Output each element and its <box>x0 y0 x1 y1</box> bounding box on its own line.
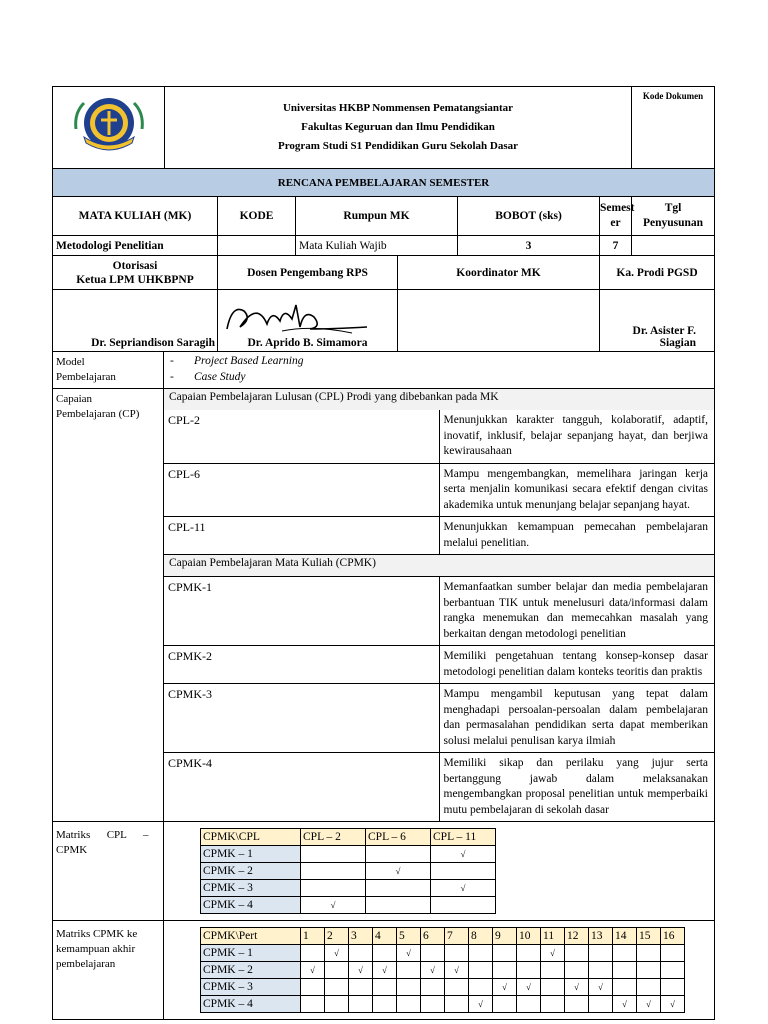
otorisasi-label: Otorisasi <box>112 259 158 272</box>
signature-dosen <box>222 299 372 339</box>
matrix-cell <box>301 945 325 962</box>
check-mark: √ <box>565 979 589 996</box>
matrix-cell <box>301 846 366 863</box>
matrix-cell <box>325 962 349 979</box>
matrix-column-header: 13 <box>589 928 613 945</box>
matrix-cell <box>469 962 493 979</box>
matrix-cell <box>373 945 397 962</box>
course-name: Metodologi Penelitian <box>53 236 218 256</box>
cpl-row <box>164 517 714 555</box>
check-mark: √ <box>421 962 445 979</box>
matrix-corner: CPMK\CPL <box>201 829 301 846</box>
cpmk-heading: Capaian Pembelajaran Mata Kuliah (CPMK) <box>164 555 714 577</box>
cpl-description: Menunjukkan karakter tangguh, kolaboratif, adaptif, inovatif, inklusif, belajar sepanjang hayat, dan berjiwa kewirausahaan <box>443 414 708 457</box>
matrix-cell <box>541 962 565 979</box>
matrix-row-header: CPMK – 4 <box>201 897 301 914</box>
tgl-header-line2: Penyusunan <box>642 217 704 229</box>
matrix-column-header: 9 <box>493 928 517 945</box>
matrix-row-header: CPMK – 3 <box>201 979 301 996</box>
cpmk-description: Memiliki pengetahuan tentang konsep-konsep dasar metodologi penelitian dalam konteks teoritis dan praktis <box>439 646 714 684</box>
matrix-row <box>201 996 685 1013</box>
matrix-cell <box>493 945 517 962</box>
matrix-cpmk-pertemuan <box>200 927 685 1013</box>
cpl-row <box>164 410 714 463</box>
matrix-column-header: 3 <box>349 928 373 945</box>
cpmk-row <box>164 684 714 753</box>
matrix-cell <box>565 962 589 979</box>
matrix-column-header: 4 <box>373 928 397 945</box>
cpl-row <box>164 463 714 517</box>
cpmk-code: CPMK-1 <box>164 577 439 646</box>
cp-label <box>53 389 164 822</box>
matrix-column-header: 12 <box>565 928 589 945</box>
check-mark: √ <box>431 880 496 897</box>
matrix-cpl-cell <box>164 822 715 921</box>
matrix-cell <box>517 996 541 1013</box>
bullet-dash: - <box>170 370 174 383</box>
cpl-description: Mampu mengembangkan, memelihara jaringan kerja serta menjalin komunikasi secara efektif dengan civitas akademika untuk menunjang belajar sepanjang hayat. <box>439 463 714 517</box>
matrix-row-header: CPMK – 1 <box>201 846 301 863</box>
cp-cell <box>164 389 715 822</box>
check-mark: √ <box>661 996 685 1013</box>
matrix-cell <box>397 996 421 1013</box>
check-mark: √ <box>517 979 541 996</box>
matrix-row <box>201 962 685 979</box>
sign-koordinator-name <box>398 290 600 352</box>
matrix-column-header: 15 <box>637 928 661 945</box>
col-header-mata-kuliah: MATA KULIAH (MK) <box>53 197 218 236</box>
university-seal-logo <box>70 93 148 159</box>
matrix-cell <box>589 962 613 979</box>
check-mark: √ <box>431 846 496 863</box>
cpmk-row <box>164 646 714 684</box>
cp-label-line1: Capaian <box>56 393 93 405</box>
cpl-code: CPL-6 <box>164 463 439 517</box>
col-header-rumpun: Rumpun MK <box>296 197 458 236</box>
matrix-cell <box>325 979 349 996</box>
matrix-row-header: CPMK – 2 <box>201 863 301 880</box>
matrix-column-header: 11 <box>541 928 565 945</box>
matrix-row-header: CPMK – 1 <box>201 945 301 962</box>
matrix-cell <box>373 979 397 996</box>
matrix-row-header: CPMK – 2 <box>201 962 301 979</box>
matrix-cell <box>301 880 366 897</box>
matrix-cell <box>445 945 469 962</box>
kaprodi-label: Ka. Prodi PGSD <box>600 256 715 290</box>
institution-name: Universitas HKBP Nommensen Pematangsiantar <box>282 102 514 114</box>
semester-header-line2: er <box>610 217 621 229</box>
matrix-cell <box>589 996 613 1013</box>
check-mark: √ <box>493 979 517 996</box>
matrix-cell <box>349 996 373 1013</box>
matrix-header-row <box>201 829 496 846</box>
course-code <box>218 236 296 256</box>
matrix-row <box>201 846 496 863</box>
matrix-column-header: 14 <box>613 928 637 945</box>
cpl-code: CPL-11 <box>164 517 439 555</box>
check-mark: √ <box>613 996 637 1013</box>
col-header-semester <box>600 197 635 236</box>
matrix-cell <box>366 846 431 863</box>
matrix-cell <box>445 996 469 1013</box>
matrix-row <box>201 979 685 996</box>
matrix-cell <box>661 945 685 962</box>
lpm-label: Ketua LPM UHKBPNP <box>76 273 194 286</box>
matrix-column-header: 8 <box>469 928 493 945</box>
cp-table <box>164 389 714 821</box>
sign-kaprodi-name: Dr. Asister F. Siagian <box>600 290 715 352</box>
matrix-cell <box>366 880 431 897</box>
tgl-header-line1: Tgl <box>664 202 682 214</box>
matrix-cell <box>397 979 421 996</box>
matrix-cell <box>301 979 325 996</box>
cpmk-heading-row <box>164 555 714 577</box>
course-tgl <box>632 236 715 256</box>
logo-cell <box>53 87 165 169</box>
matrix-cell <box>421 996 445 1013</box>
check-mark: √ <box>301 897 366 914</box>
cpmk-row <box>164 753 714 822</box>
model-item <box>170 370 714 386</box>
matrix-column-header: 2 <box>325 928 349 945</box>
matrix-cell <box>541 996 565 1013</box>
check-mark: √ <box>373 962 397 979</box>
col-header-bobot: BOBOT (sks) <box>458 197 600 236</box>
cpmk-description: Mampu mengambil keputusan yang tepat dalam menghadapi persoalan-persoalan dalam pembelajaran dan permasalahan pendidikan serta dapat memberikan solusi melalui penulisan karya ilmiah <box>439 684 714 753</box>
matrix-row <box>201 897 496 914</box>
matrix-cell <box>373 996 397 1013</box>
matrix-cell <box>589 945 613 962</box>
matrix-pert-label <box>53 921 164 1020</box>
matrix-cell <box>517 962 541 979</box>
semester-header-line1: Semest <box>600 202 635 214</box>
matrix-cell <box>469 979 493 996</box>
matrix-cell <box>421 979 445 996</box>
dosen-label: Dosen Pengembang RPS <box>218 256 398 290</box>
model-item <box>170 354 714 370</box>
matrix-column-header: 16 <box>661 928 685 945</box>
koordinator-label: Koordinator MK <box>398 256 600 290</box>
cpmk-code: CPMK-2 <box>164 646 439 684</box>
matrix-cpl-cpmk <box>200 828 496 914</box>
matrix-cell <box>493 962 517 979</box>
check-mark: √ <box>541 945 565 962</box>
matrix-cell <box>637 962 661 979</box>
matrix-pert-cell <box>164 921 715 1020</box>
matrix-cell <box>349 945 373 962</box>
matrix-row <box>201 863 496 880</box>
matrix-row <box>201 945 685 962</box>
matrix-cell <box>445 979 469 996</box>
matrix-corner: CPMK\Pert <box>201 928 301 945</box>
model-label-line2: Pembelajaran <box>56 371 116 383</box>
matrix-cell <box>661 979 685 996</box>
matrix-row <box>201 880 496 897</box>
matrix-column-header: 6 <box>421 928 445 945</box>
document-title: RENCANA PEMBELAJARAN SEMESTER <box>53 169 715 197</box>
course-bobot: 3 <box>458 236 600 256</box>
content-table <box>52 352 715 1020</box>
matrix-cell <box>517 945 541 962</box>
model-item-text: Case Study <box>194 370 246 383</box>
matrix-cell <box>565 945 589 962</box>
rps-document <box>52 86 714 1020</box>
matrix-cpl-label-line2: CPMK <box>56 844 88 856</box>
matrix-column-header: 5 <box>397 928 421 945</box>
matrix-column-header: 7 <box>445 928 469 945</box>
matrix-cell <box>325 996 349 1013</box>
matrix-column-header: 1 <box>301 928 325 945</box>
check-mark: √ <box>445 962 469 979</box>
bullet-dash: - <box>170 355 174 367</box>
check-mark: √ <box>301 962 325 979</box>
cpmk-row <box>164 577 714 646</box>
matrix-cell <box>541 979 565 996</box>
matrix-column-header: CPL – 6 <box>366 829 431 846</box>
cp-label-line2: Pembelajaran (CP) <box>56 408 140 420</box>
cpmk-code: CPMK-4 <box>164 753 439 822</box>
header-table <box>52 86 715 352</box>
model-item-text: Project Based Learning <box>194 355 304 367</box>
matrix-cell <box>431 863 496 880</box>
check-mark: √ <box>349 962 373 979</box>
matrix-cpl-label-line1: Matriks CPL – <box>56 829 149 841</box>
matrix-row-header: CPMK – 4 <box>201 996 301 1013</box>
cpmk-description: Memanfaatkan sumber belajar dan media pembelajaran berbantuan TIK untuk menelusuri data/informasi dalam rangka menemukan dan memecahkan masalah yang berkaitan dengan metodologi penelitian <box>439 577 714 646</box>
matrix-cell <box>613 979 637 996</box>
matrix-cell <box>469 945 493 962</box>
matrix-cell <box>613 945 637 962</box>
check-mark: √ <box>366 863 431 880</box>
matrix-pert-label-line3: pembelajaran <box>56 958 116 970</box>
otorisasi-header <box>53 256 218 290</box>
model-label-line1: Model <box>56 356 85 368</box>
matrix-header-row <box>201 928 685 945</box>
cpmk-description: Memiliki sikap dan perilaku yang jujur serta bertanggung jawab dalam melaksanakan mengembangkan proposal penelitian untuk memperbaiki mutu pembelajaran di sekolah dasar <box>439 753 714 822</box>
matrix-cell <box>349 979 373 996</box>
matrix-cell <box>301 863 366 880</box>
matrix-cpl-label <box>53 822 164 921</box>
model-list <box>164 352 714 387</box>
matrix-cell <box>421 945 445 962</box>
check-mark: √ <box>325 945 349 962</box>
matrix-column-header: CPL – 2 <box>301 829 366 846</box>
cpl-description: Menunjukkan kemampuan pemecahan pembelajaran melalui penelitian. <box>439 517 714 555</box>
check-mark: √ <box>397 945 421 962</box>
matrix-column-header: CPL – 11 <box>431 829 496 846</box>
check-mark: √ <box>469 996 493 1013</box>
check-mark: √ <box>589 979 613 996</box>
col-header-tgl <box>632 197 715 236</box>
program-name: Program Studi S1 Pendidikan Guru Sekolah Dasar <box>278 140 519 152</box>
check-mark: √ <box>637 996 661 1013</box>
matrix-cell <box>637 979 661 996</box>
faculty-name: Fakultas Keguruan dan Ilmu Pendidikan <box>301 121 495 133</box>
model-label <box>53 352 164 389</box>
cpmk-code: CPMK-3 <box>164 684 439 753</box>
matrix-cell <box>637 945 661 962</box>
matrix-cell <box>366 897 431 914</box>
matrix-cell <box>493 996 517 1013</box>
sign-lpm-name: Dr. Sepriandison Saragih <box>53 290 218 352</box>
matrix-row-header: CPMK – 3 <box>201 880 301 897</box>
matrix-cell <box>431 897 496 914</box>
course-semester: 7 <box>600 236 632 256</box>
matrix-cell <box>661 962 685 979</box>
matrix-pert-label-line2: kemampuan akhir <box>56 943 136 955</box>
matrix-pert-label-line1: Matriks CPMK ke <box>56 928 138 940</box>
cpl-heading: Capaian Pembelajaran Lulusan (CPL) Prodi yang dibebankan pada MK <box>164 389 714 410</box>
matrix-column-header: 10 <box>517 928 541 945</box>
model-list-cell <box>164 352 715 389</box>
kode-dokumen-label: Kode Dokumen <box>642 91 704 101</box>
col-header-kode: KODE <box>218 197 296 236</box>
matrix-cell <box>301 996 325 1013</box>
matrix-cell <box>397 962 421 979</box>
sign-dosen-name: Dr. Aprido B. Simamora <box>218 290 398 352</box>
matrix-cell <box>613 962 637 979</box>
matrix-cell <box>565 996 589 1013</box>
kode-dokumen-cell <box>632 87 715 169</box>
cpl-code: CPL-2 <box>164 410 439 463</box>
course-rumpun: Mata Kuliah Wajib <box>296 236 458 256</box>
institution-block <box>165 87 632 169</box>
